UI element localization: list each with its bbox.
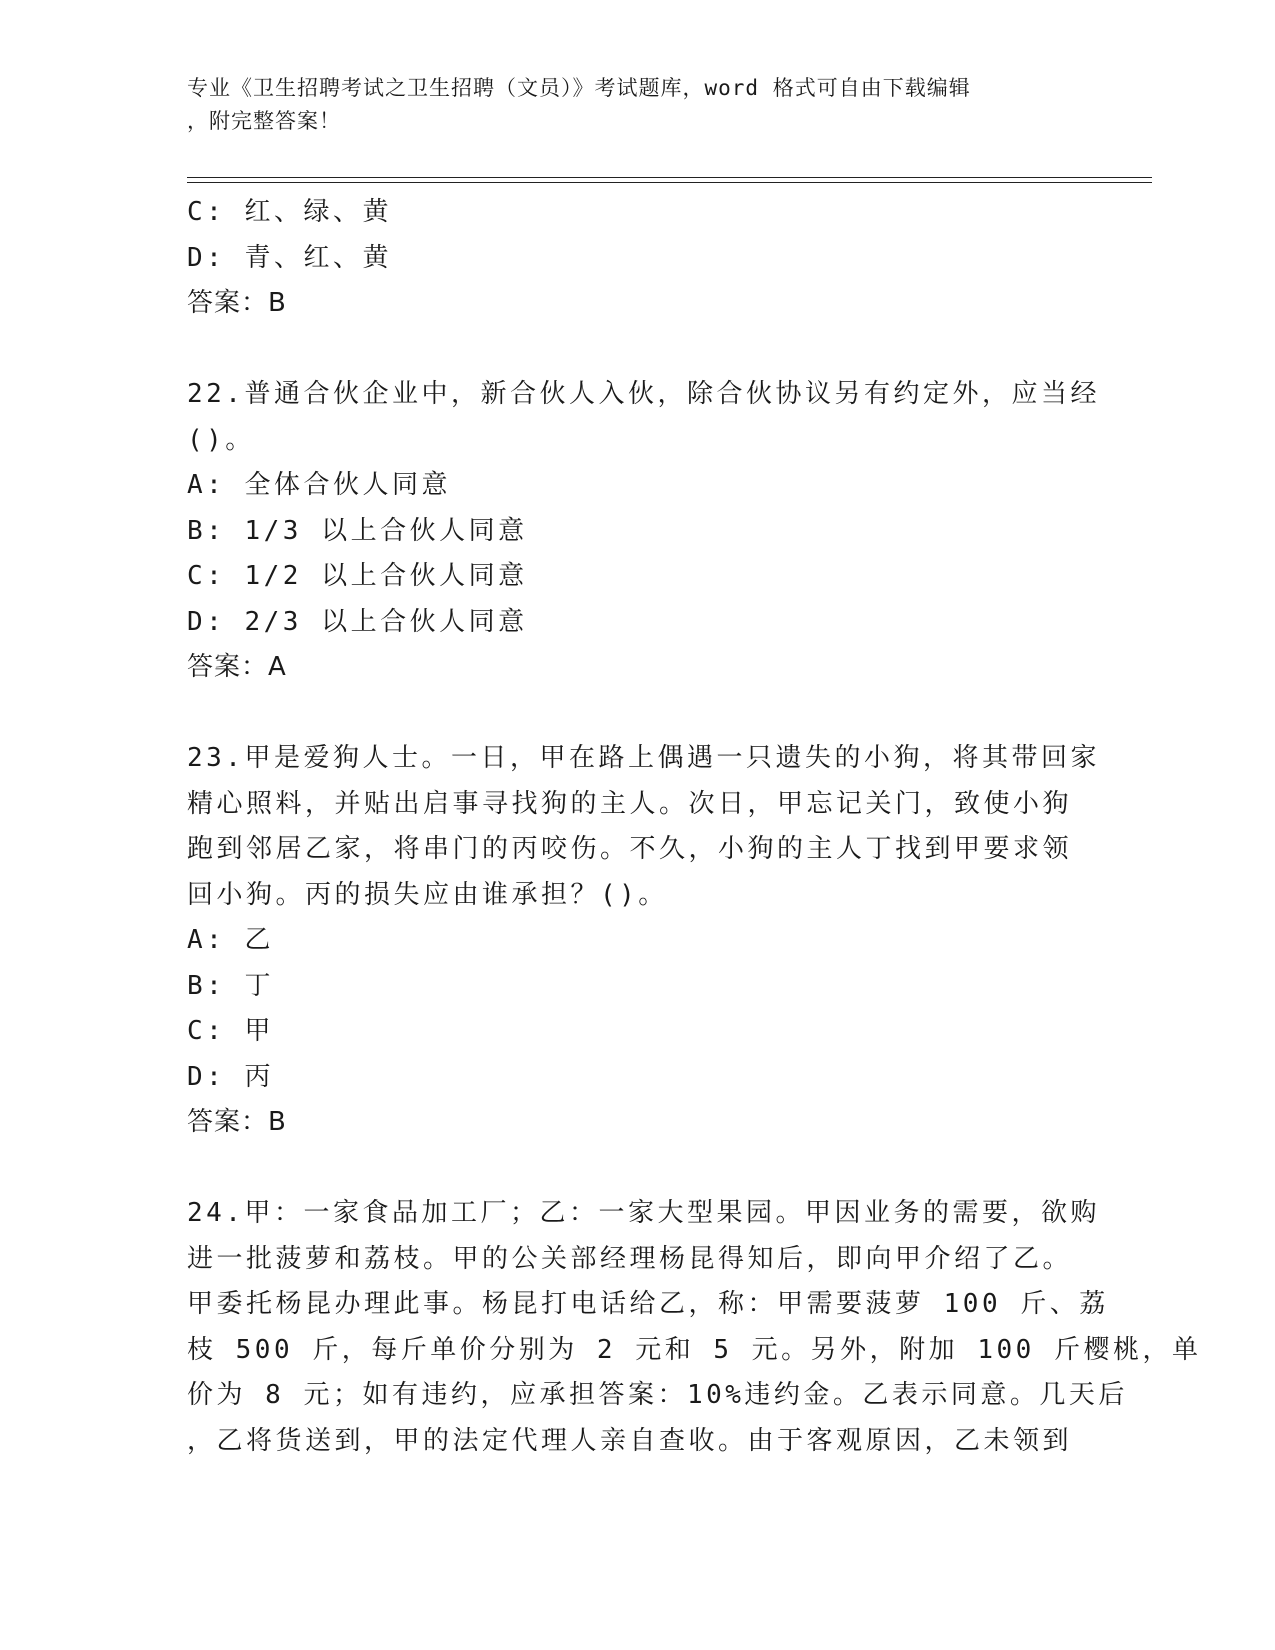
- question-21-tail: [187, 190, 1087, 327]
- question-24: [187, 1191, 1202, 1464]
- header-divider-top: [187, 177, 1152, 178]
- question-22: [187, 372, 1100, 691]
- option-d: D: 青、红、黄: [187, 242, 392, 273]
- document-body: [187, 190, 1202, 1464]
- question-text-line: 23.甲是爱狗人士。一日，甲在路上偶遇一只遗失的小狗，将其带回家: [187, 743, 1100, 773]
- question-text-line: 枝 500 斤，每斤单价分别为 2 元和 5 元。另外，附加 100 斤樱桃，单: [187, 1334, 1202, 1365]
- option-d: D: 2/3 以上合伙人同意: [187, 606, 528, 637]
- option-d: D: 丙: [187, 1061, 274, 1092]
- spacer: [187, 691, 1087, 737]
- header-line-1: 专业《卫生招聘考试之卫生招聘（文员）》考试题库，word 格式可自由下载编辑: [187, 76, 971, 100]
- option-c: C: 1/2 以上合伙人同意: [187, 561, 528, 591]
- spacer: [187, 327, 1087, 373]
- question-text-line: 甲委托杨昆办理此事。杨昆打电话给乙，称：甲需要菠萝 100 斤、荔: [187, 1289, 1109, 1319]
- answer-line: 答案：B: [187, 288, 287, 318]
- option-a: A: 乙: [187, 925, 274, 955]
- question-23: [187, 736, 1100, 1146]
- question-text-line: 价为 8 元；如有违约，应承担答案：10%违约金。乙表示同意。几天后: [187, 1380, 1128, 1410]
- option-c: C: 甲: [187, 1016, 274, 1046]
- question-text-line: 22.普通合伙企业中，新合伙人入伙，除合伙协议另有约定外，应当经: [187, 379, 1100, 409]
- question-text-line: ，乙将货送到，甲的法定代理人亲自查收。由于客观原因，乙未领到: [187, 1425, 1073, 1456]
- answer-line: 答案：B: [187, 1107, 287, 1137]
- header-divider-bottom: [187, 182, 1152, 183]
- question-text-line: 精心照料，并贴出启事寻找狗的主人。次日，甲忘记关门，致使小狗: [187, 788, 1073, 819]
- question-text-line: 回小狗。丙的损失应由谁承担？()。: [187, 879, 668, 910]
- option-b: B: 1/3 以上合伙人同意: [187, 515, 528, 546]
- page-header: [187, 72, 1067, 138]
- spacer: [187, 1146, 1087, 1192]
- header-line-2: ，附完整答案！: [187, 109, 341, 133]
- question-text-line: 进一批菠萝和荔枝。甲的公关部经理杨昆得知后，即向甲介绍了乙。: [187, 1243, 1073, 1274]
- option-a: A: 全体合伙人同意: [187, 470, 451, 500]
- question-text-line: ()。: [187, 424, 255, 455]
- question-text-line: 跑到邻居乙家，将串门的丙咬伤。不久，小狗的主人丁找到甲要求领: [187, 834, 1073, 864]
- question-text-line: 24.甲：一家食品加工厂；乙：一家大型果园。甲因业务的需要，欲购: [187, 1198, 1100, 1228]
- answer-line: 答案：A: [187, 652, 287, 682]
- option-c: C: 红、绿、黄: [187, 197, 392, 227]
- option-b: B: 丁: [187, 970, 274, 1001]
